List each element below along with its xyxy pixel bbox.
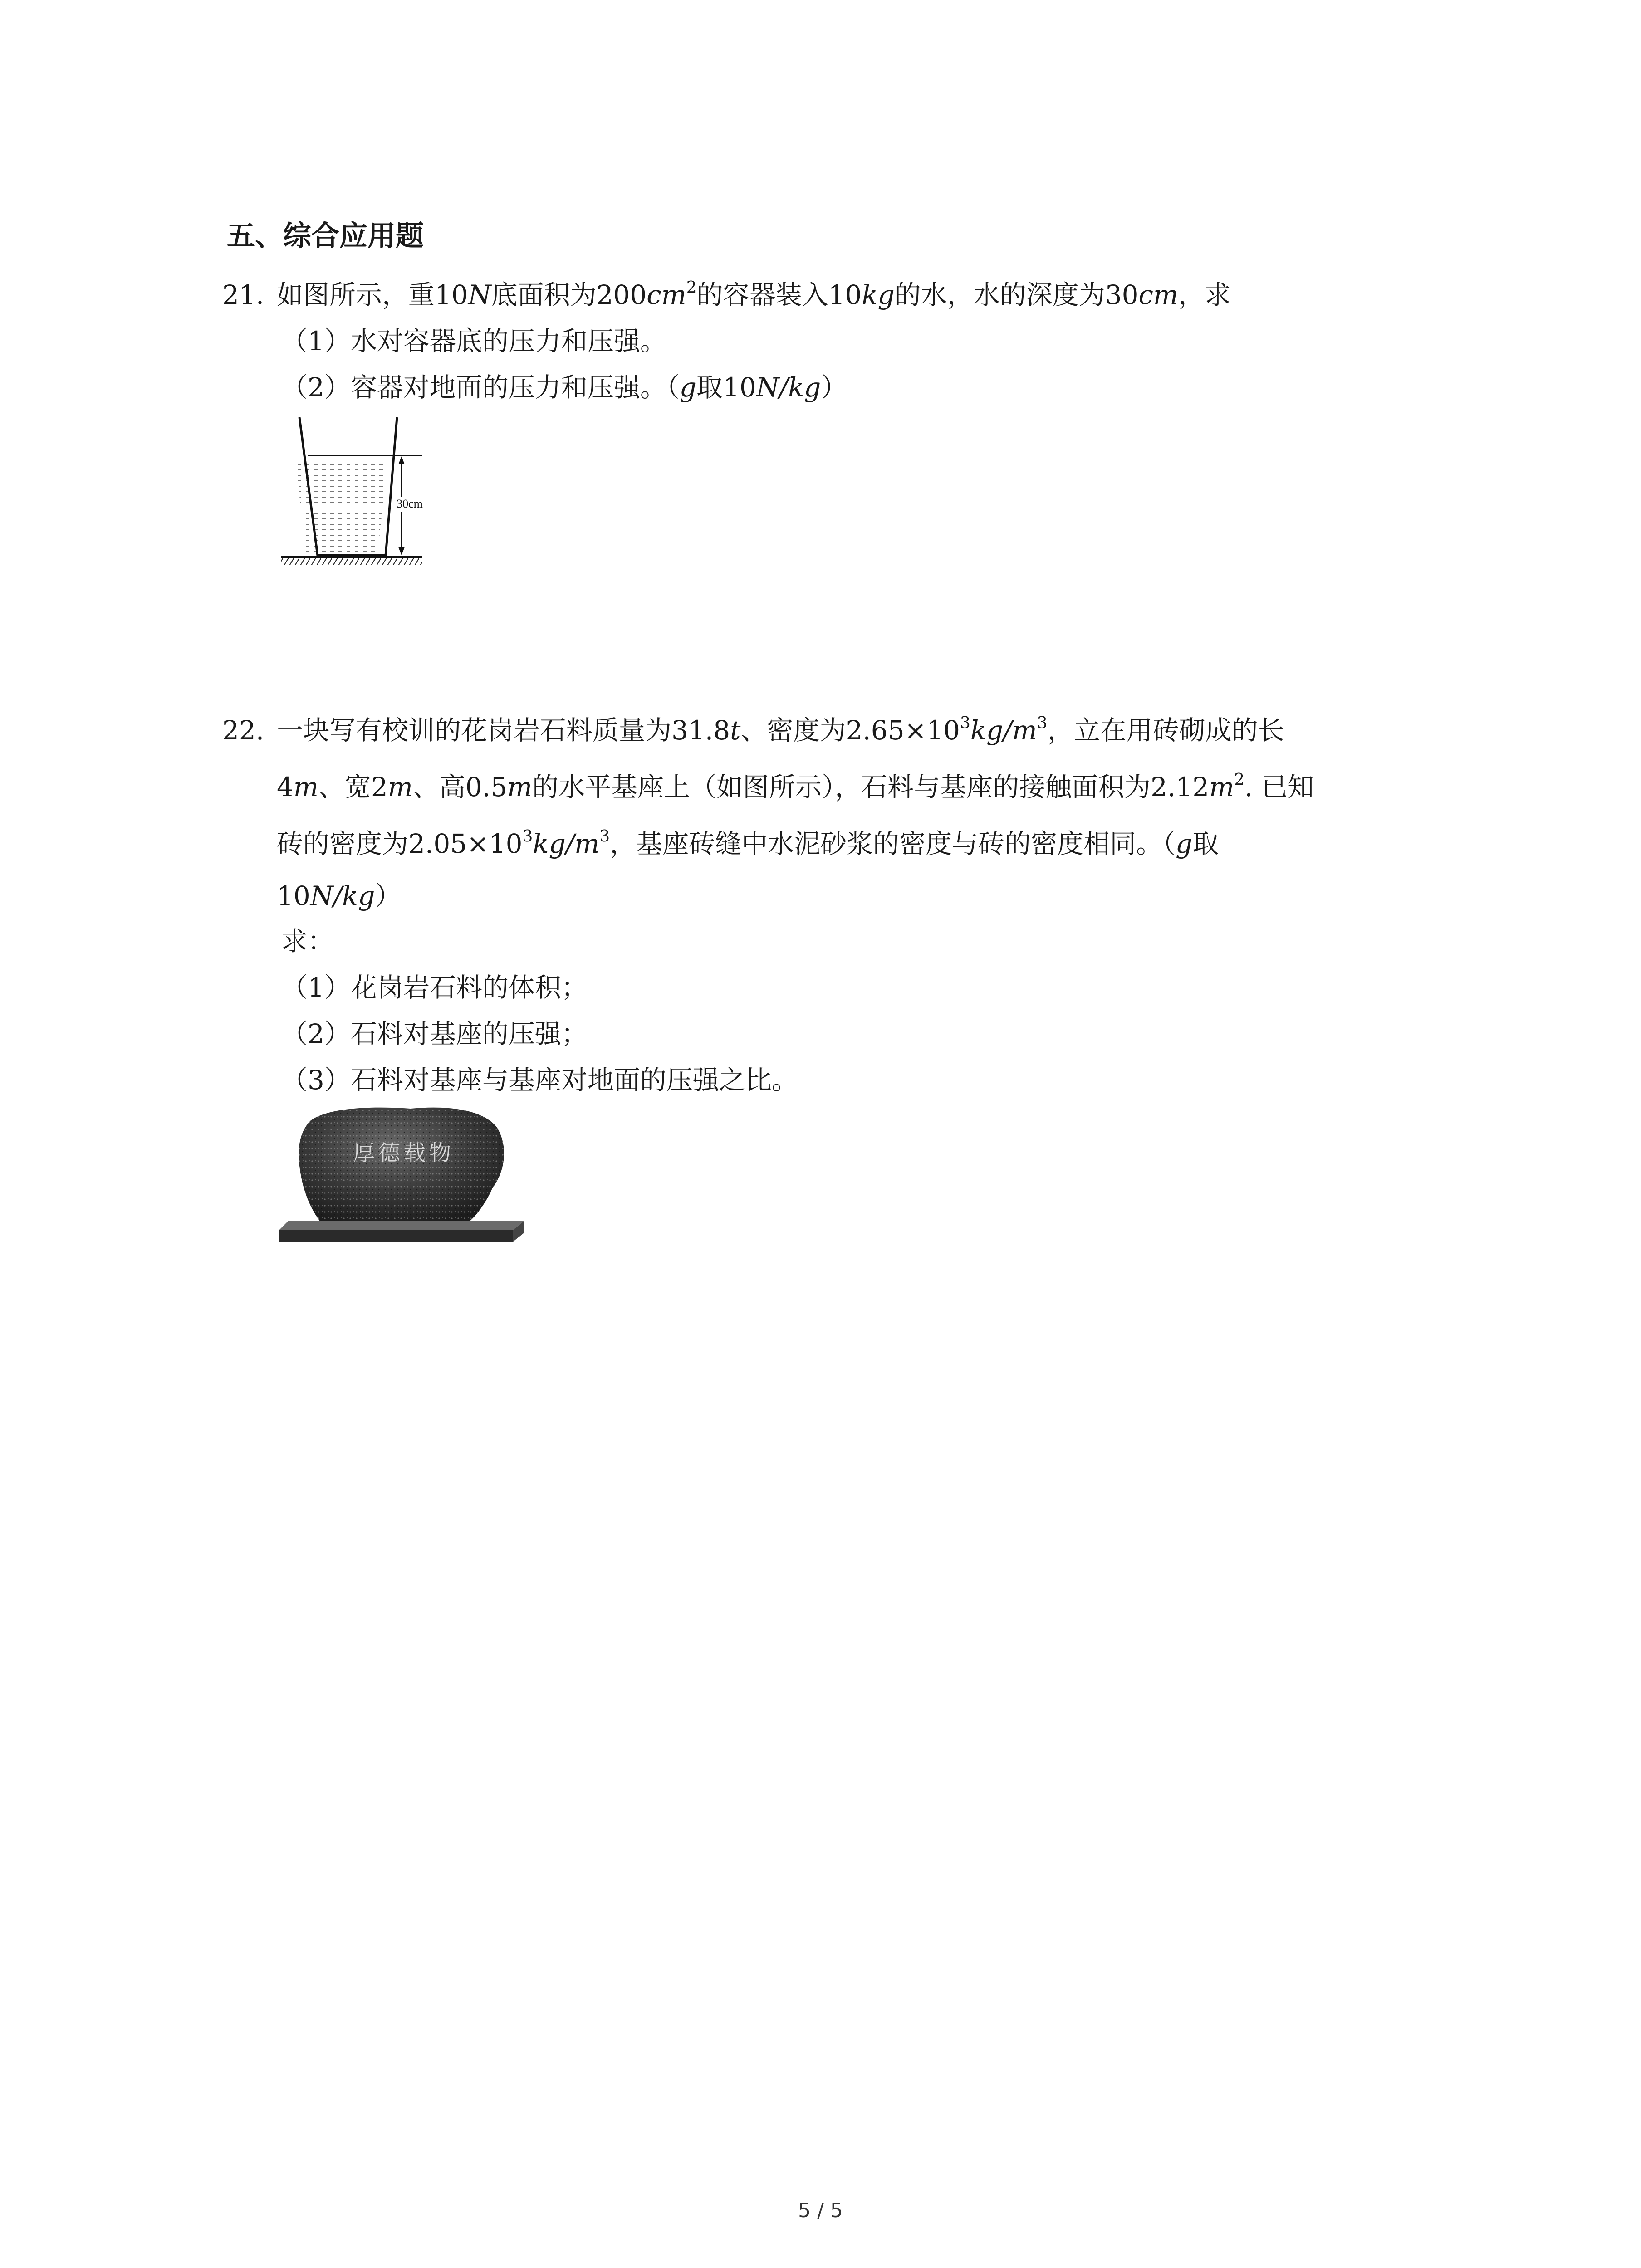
question-22-line-4: 10N/kg）: [277, 880, 402, 911]
ground-hatch: [281, 558, 422, 565]
question-22-ask: 求：: [281, 926, 334, 957]
depth-arrow-down: [398, 547, 405, 555]
granite-stone-figure: [279, 1102, 533, 1243]
page-number: 5 / 5: [798, 2199, 843, 2222]
question-21-part-2: （2）容器对地面的压力和压强。（g取10N/kg）: [281, 372, 847, 403]
question-22-line-3: 砖的密度为$2.05\times 10^3kg/m^3$，基座砖缝中水泥砂浆的密度与砖的密度相同。（g取: [277, 826, 1219, 859]
depth-arrow-up: [398, 456, 405, 464]
container-right-wall: [386, 417, 397, 556]
water: [296, 456, 388, 556]
stone-inscription: 厚德载物: [353, 1140, 455, 1166]
question-22-part-1: （1）花岗岩石料的体积；: [281, 972, 588, 1003]
container-water-figure: [272, 413, 436, 567]
question-22-line-2: 4m、宽2m、高0.5m的水平基座上（如图所示），石料与基座的接触面积为$2.12m^2$. 已知: [277, 770, 1314, 802]
question-22-part-2: （2）石料对基座的压强；: [281, 1018, 588, 1049]
question-21-stem: 如图所示，重10N底面积为$200cm^2$的容器装入10kg的水，水的深度为30cm，求: [277, 278, 1231, 310]
question-22-part-3: （3）石料对基座与基座对地面的压强之比。: [281, 1065, 798, 1095]
base-front: [279, 1230, 513, 1242]
question-22-number: 22.: [222, 715, 265, 746]
question-21-part-1: （1）水对容器底的压力和压强。: [281, 326, 666, 357]
question-22-line-1: 一块写有校训的花岗岩石料质量为31.8t、密度为$2.65\times 10^3kg/m^3$，立在用砖砌成的长: [277, 713, 1284, 746]
depth-label: 30cm: [397, 497, 423, 510]
question-21-number: 21.: [222, 279, 265, 310]
section-title: 五、综合应用题: [227, 219, 424, 252]
base-top: [279, 1221, 524, 1230]
